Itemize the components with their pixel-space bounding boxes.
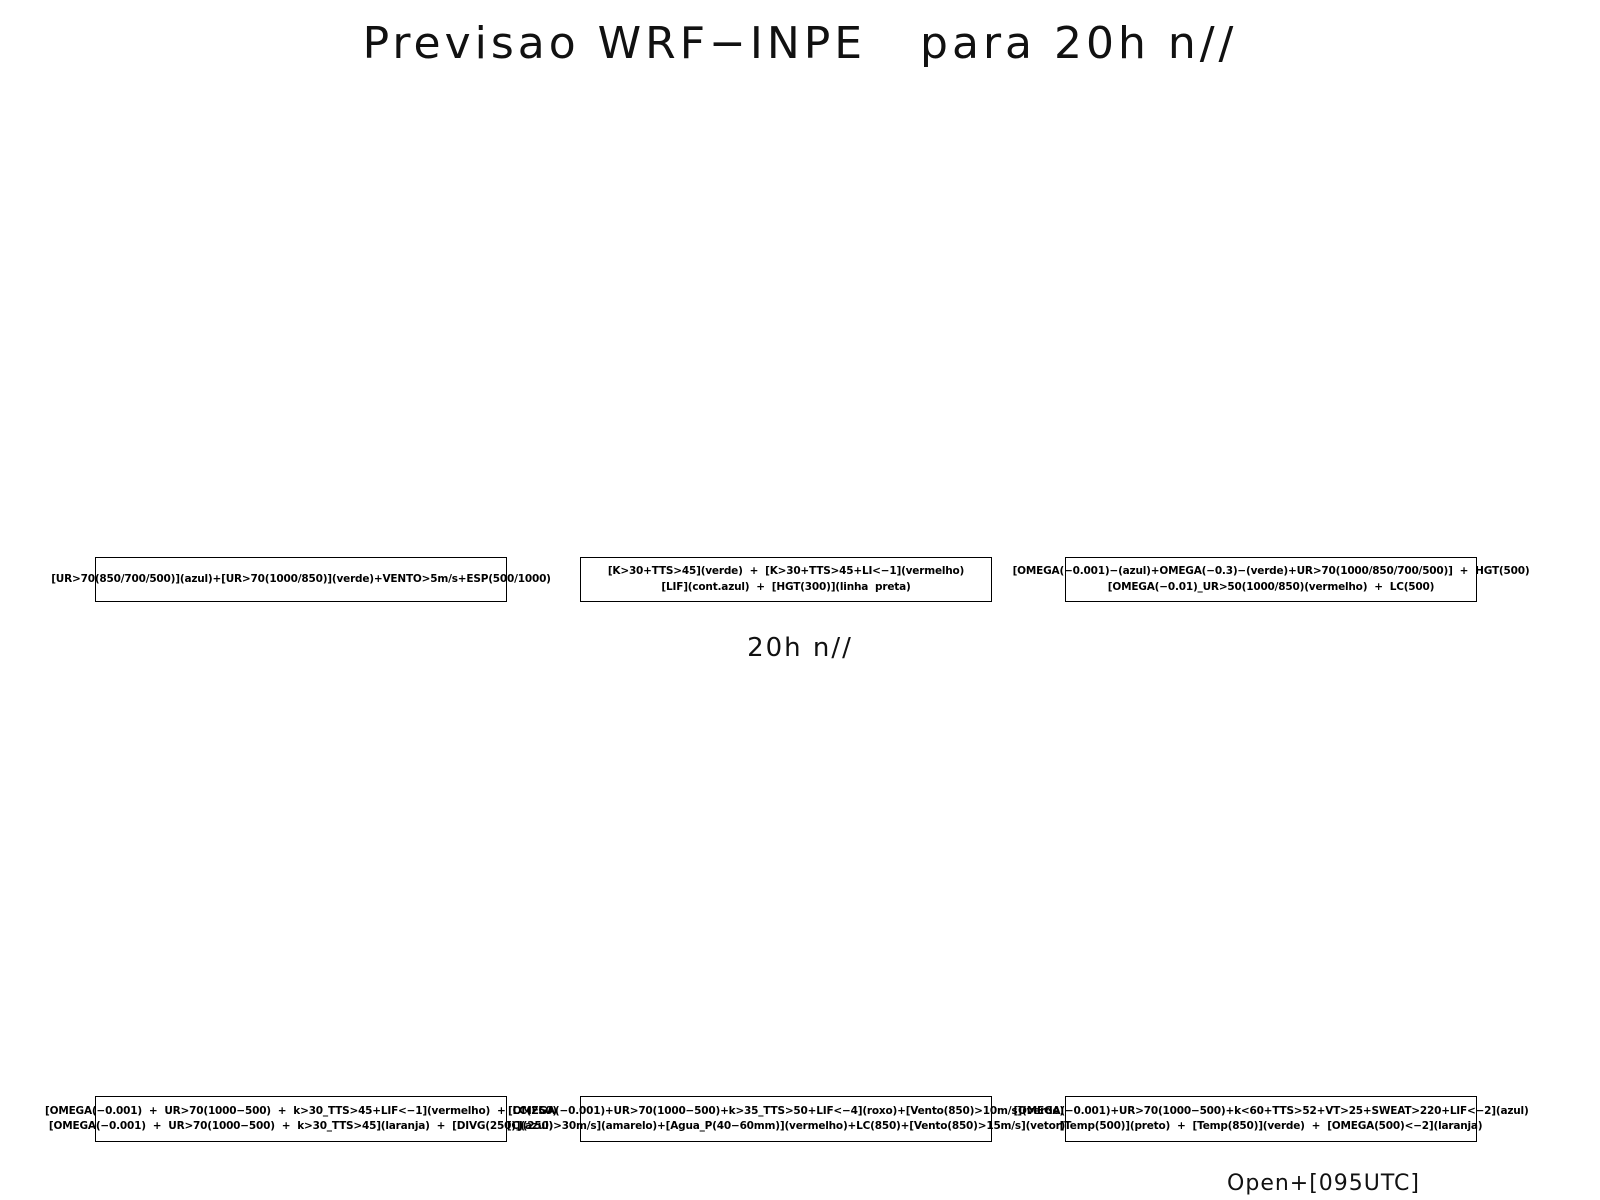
- legend-bottom-right: [1013, 1096, 1529, 1142]
- panel-top-left: [60, 100, 530, 550]
- legend-bottom-center: [506, 1096, 1066, 1142]
- panel-bottom-center: [545, 680, 1015, 1090]
- legend-line: [OMEGA(−0.001)+UR>70(1000−500)+k<60+TTS>52+VT>25+SWEAT>220+LIF<−2](azul): [1013, 1104, 1529, 1117]
- legend-line: [OMEGA(−0.001) + UR>70(1000−500) + k>30_TTS>45+LIF<−1](vermelho) + LC(250): [45, 1104, 557, 1117]
- legend-line: [OMEGA(−0.001)−(azul)+OMEGA(−0.3)−(verde)+UR>70(1000/850/700/500)] + HGT(500): [1012, 565, 1530, 578]
- page-title: Previsao WRF−INPE para 20h n//: [362, 18, 1238, 69]
- legend-top-left: [51, 557, 551, 602]
- legend-line: [UR>70(850/700/500)](azul)+[UR>70(1000/850)](verde)+VENTO>5m/s+ESP(500/1000): [51, 572, 551, 585]
- center-time-label: 20h n//: [747, 633, 853, 663]
- panel-top-right: [1030, 100, 1500, 550]
- footer-timestamp-label: Open+[095UTC]: [1227, 1171, 1420, 1196]
- legend-line: [OMEGA(−0.001) + UR>70(1000−500) + k>30_TTS>45](laranja) + [DIVG(250)](azul): [48, 1120, 554, 1132]
- legend-line: [Temp(500)](preto) + [Temp(850)](verde) + [OMEGA(500)<−2](laranja): [1059, 1120, 1483, 1132]
- legend-top-center: [580, 557, 992, 602]
- legend-line: [LIF](cont.azul) + [HGT(300)](linha preta): [661, 580, 911, 593]
- panel-bottom-right: [1030, 680, 1500, 1090]
- legend-top-right: [1012, 557, 1530, 602]
- legend-bottom-left: [45, 1096, 557, 1142]
- panel-bottom-left: [60, 680, 530, 1090]
- legend-line: [OMEGA(−0.01)_UR>50(1000/850)(vermelho) + LC(500): [1107, 580, 1435, 593]
- legend-line: [K>30+TTS>45](verde) + [K>30+TTS>45+LI<−1](vermelho): [607, 565, 965, 578]
- panel-top-center: [545, 100, 1015, 550]
- legend-line: [CJ(250)>30m/s](amarelo)+[Agua_P(40−60mm)](vermelho)+LC(850)+[Vento(850)>15m/s](vetor): [506, 1120, 1066, 1132]
- legend-line: [OMEGA(−0.001)+UR>70(1000−500)+k>35_TTS>50+LIF<−4](roxo)+[Vento(850)>10m/s](verde): [508, 1104, 1064, 1117]
